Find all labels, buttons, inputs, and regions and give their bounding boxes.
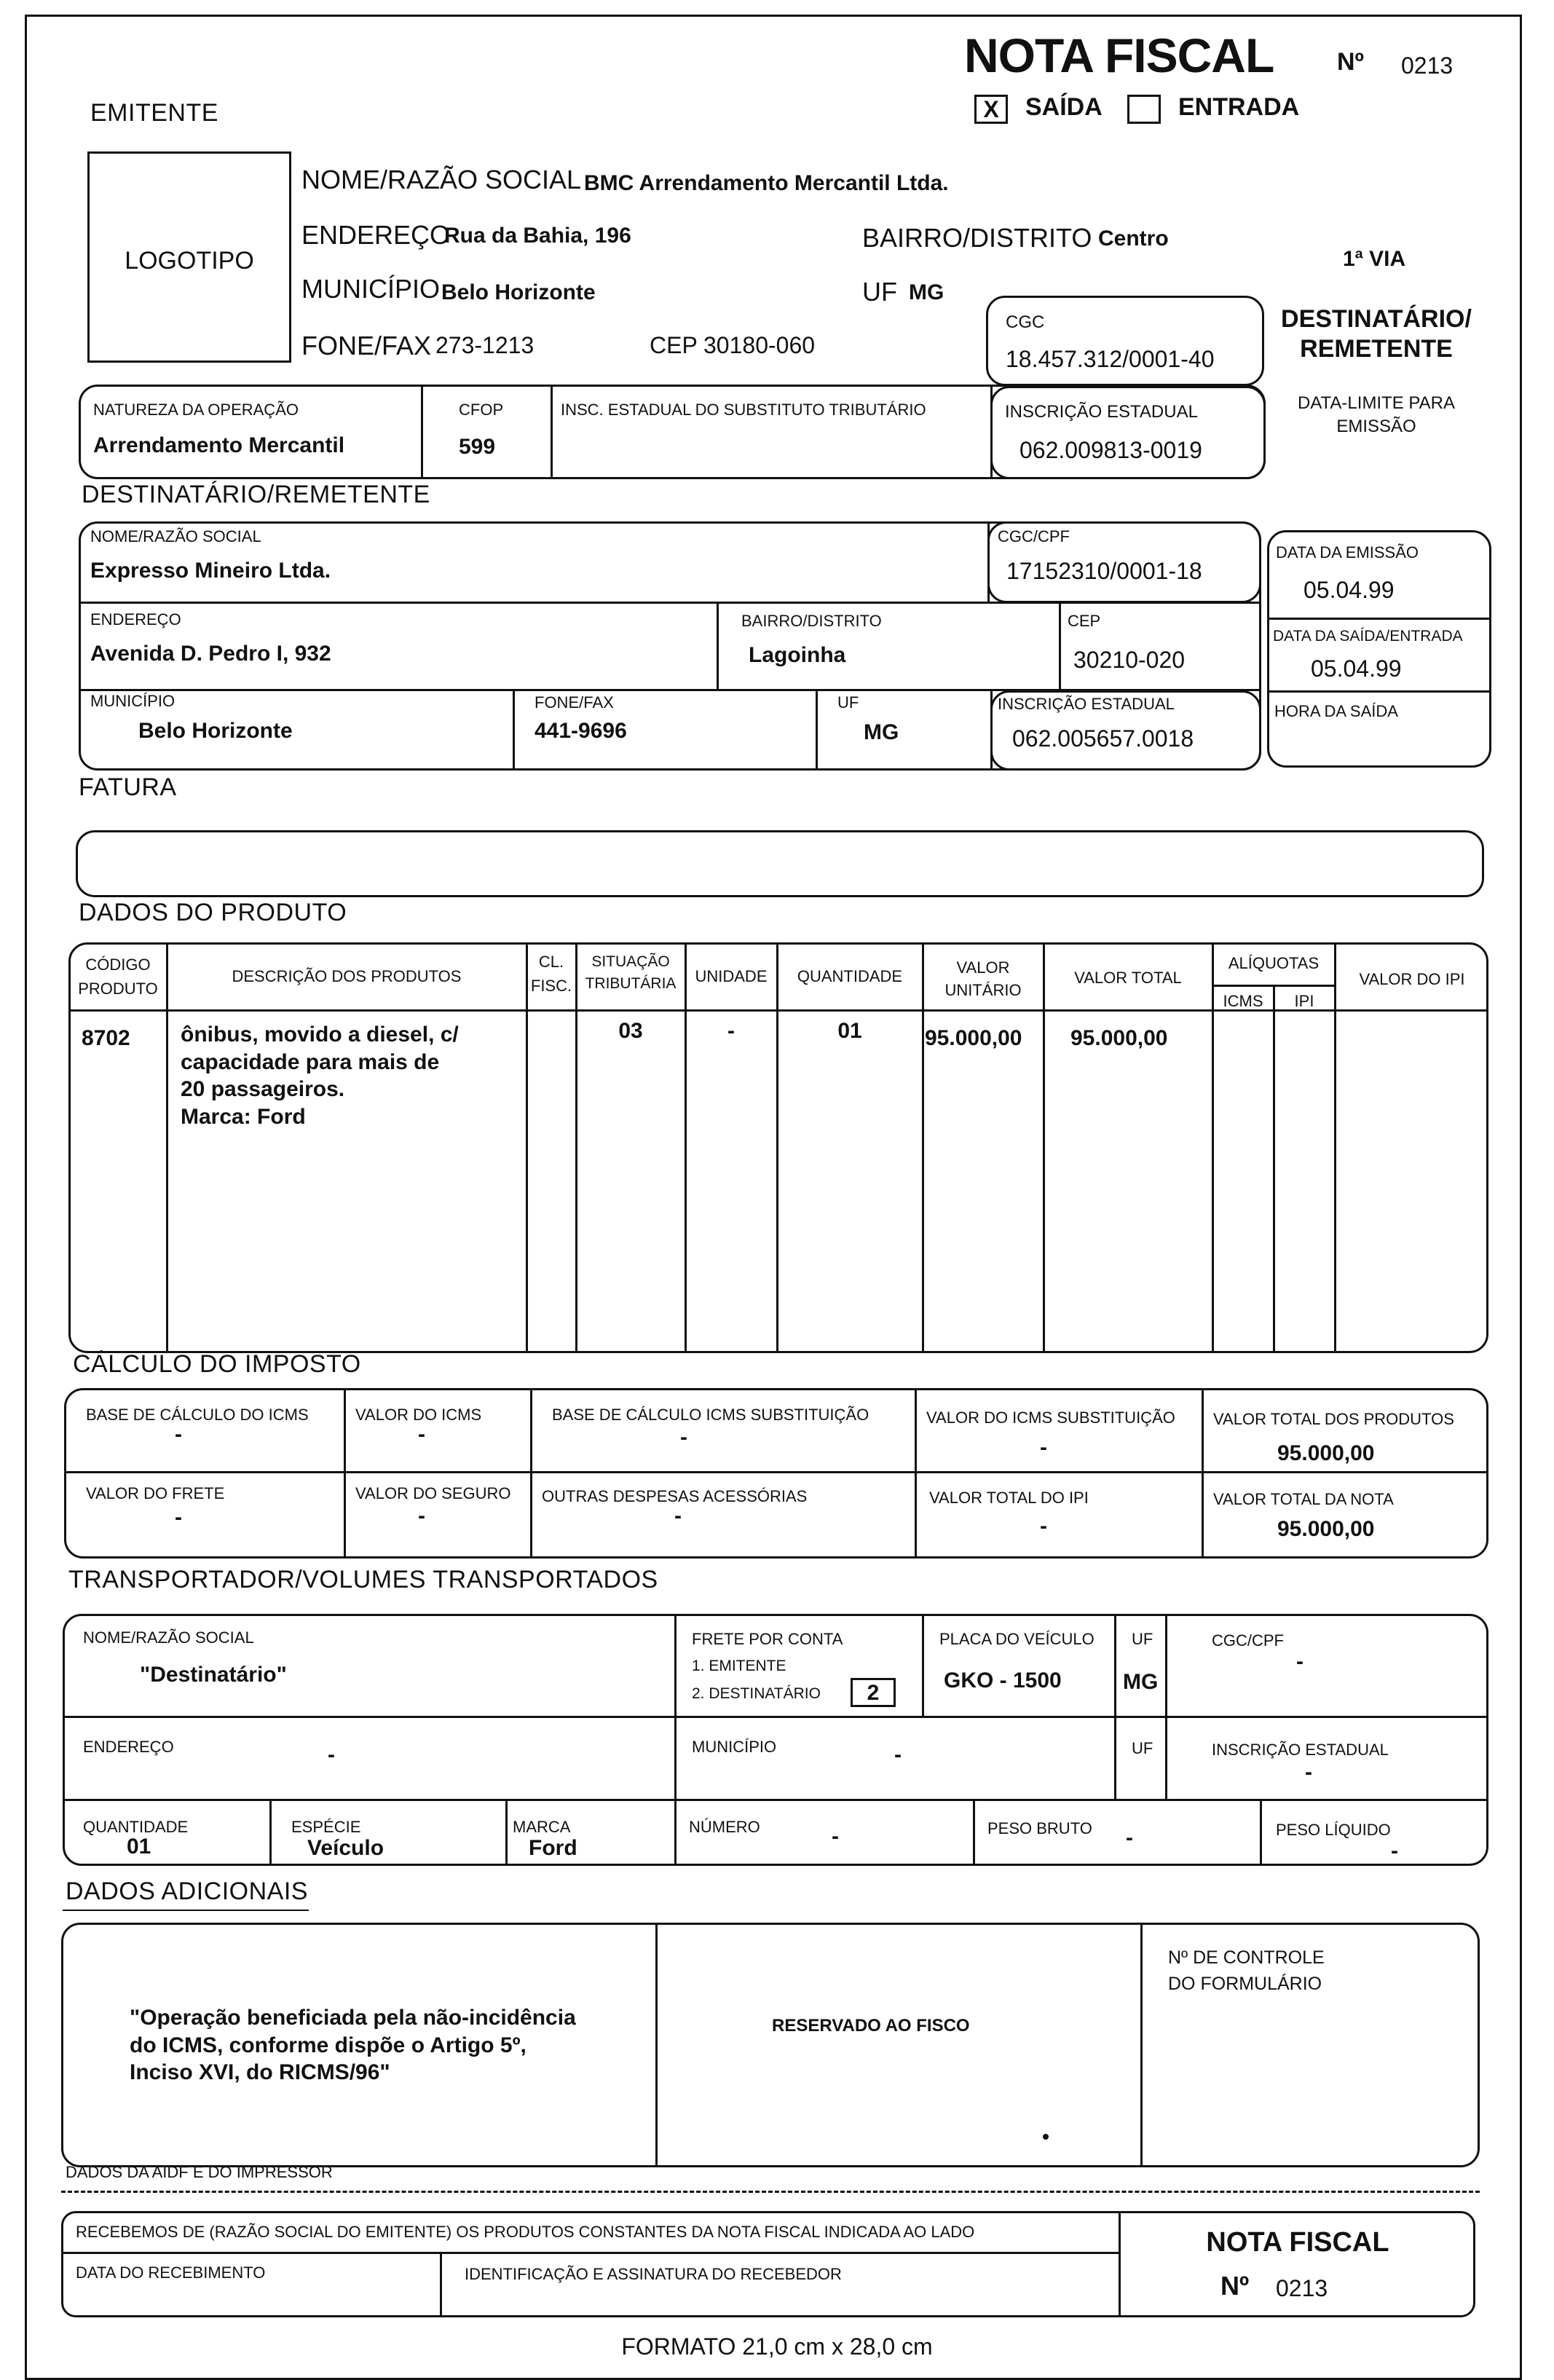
transp-cgc-label: CGC/CPF xyxy=(1212,1631,1284,1650)
produto-valor-total: 95.000,00 xyxy=(1070,1026,1168,1050)
transp-divider-peso-liquido xyxy=(1260,1799,1262,1866)
emitente-endereco: Rua da Bahia, 196 xyxy=(444,224,631,248)
col-divider-3 xyxy=(575,942,577,1353)
adicionais-section-title: DADOS ADICIONAIS xyxy=(66,1877,308,1905)
col-divider-6 xyxy=(922,942,924,1353)
transp-divider-frete xyxy=(922,1614,924,1716)
cut-line xyxy=(61,2191,1480,2193)
data-saida-label: DATA DA SAÍDA/ENTRADA xyxy=(1273,628,1463,645)
placa-value: GKO - 1500 xyxy=(944,1668,1062,1693)
dest-divider-uf xyxy=(816,689,818,771)
emitente-cep: 30180-060 xyxy=(703,332,816,358)
operacao-divider-1 xyxy=(421,385,423,479)
hora-saida-label: HORA DA SAÍDA xyxy=(1274,702,1398,720)
dest-endereco: Avenida D. Pedro I, 932 xyxy=(90,642,331,666)
emitente-cep-label: CEP xyxy=(650,332,698,358)
adicionais-underline xyxy=(63,1910,309,1911)
base-subst-label: BASE DE CÁLCULO ICMS SUBSTITUIÇÃO xyxy=(552,1406,869,1424)
imposto-section-title: CÁLCULO DO IMPOSTO xyxy=(73,1350,361,1378)
col-divider-9 xyxy=(1273,985,1275,1353)
col-quantidade: QUANTIDADE xyxy=(797,967,903,985)
logo-placeholder: LOGOTIPO xyxy=(125,247,254,275)
imposto-divider-2 xyxy=(530,1388,532,1559)
emitente-bairro-label: BAIRRO/DISTRITO xyxy=(862,223,1092,253)
col-cl-fisc: CL. FISC. xyxy=(530,953,572,995)
valor-subst-label: VALOR DO ICMS SUBSTITUIÇÃO xyxy=(926,1408,1175,1427)
total-ipi-label: VALOR TOTAL DO IPI xyxy=(929,1489,1089,1507)
transp-divider-marca xyxy=(505,1799,508,1866)
transp-divider-uf xyxy=(1165,1614,1167,1799)
dest-fone: 441-9696 xyxy=(535,719,627,743)
data-saida: 05.04.99 xyxy=(1311,655,1402,682)
imposto-divider-1 xyxy=(344,1388,346,1559)
total-nota: 95.000,00 xyxy=(1277,1517,1375,1541)
produto-descricao: ônibus, movido a diesel, c/ capacidade para mais de 20 passageiros. Marca: Ford xyxy=(181,1022,459,1129)
col-divider-10 xyxy=(1334,942,1336,1353)
insc-estadual-value: 062.009813-0019 xyxy=(1019,437,1202,463)
reservado-fisco-label: RESERVADO AO FISCO xyxy=(772,2016,970,2036)
total-produtos-label: VALOR TOTAL DOS PRODUTOS xyxy=(1213,1410,1454,1428)
valor-subst: - xyxy=(1040,1435,1047,1459)
datas-line-2 xyxy=(1267,690,1491,693)
dest-uf: MG xyxy=(864,720,899,744)
saida-label: SAÍDA xyxy=(1025,93,1103,121)
emitente-uf: MG xyxy=(909,280,944,304)
dest-uf-label: UF xyxy=(837,693,859,712)
emitente-section-title: EMITENTE xyxy=(90,99,218,127)
quantidade-label: QUANTIDADE xyxy=(83,1818,189,1836)
fisco-dot xyxy=(1043,2134,1049,2140)
operacao-divider-2 xyxy=(551,385,553,479)
peso-bruto-value: - xyxy=(1126,1826,1133,1850)
col-codigo: CÓDIGO PRODUTO xyxy=(78,955,158,998)
transp-ie-label: INSCRIÇÃO ESTADUAL xyxy=(1212,1741,1389,1759)
base-subst: - xyxy=(680,1425,687,1449)
dest-municipio: Belo Horizonte xyxy=(138,719,293,743)
emitente-nome-label: NOME/RAZÃO SOCIAL xyxy=(301,165,582,194)
outras-label: OUTRAS DESPESAS ACESSÓRIAS xyxy=(542,1487,808,1505)
transp-municipio-label: MUNICÍPIO xyxy=(692,1738,777,1756)
col-unidade: UNIDADE xyxy=(695,967,768,985)
dest-cgc: 17152310/0001-18 xyxy=(1006,558,1202,584)
total-produtos: 95.000,00 xyxy=(1277,1441,1375,1465)
imposto-row-line xyxy=(64,1471,1488,1473)
entrada-label: ENTRADA xyxy=(1178,93,1300,121)
total-nota-label: VALOR TOTAL DA NOTA xyxy=(1213,1490,1394,1508)
destinatario-section-title: DESTINATÁRIO/REMETENTE xyxy=(82,481,430,508)
col-divider-5 xyxy=(776,942,778,1353)
fatura-box xyxy=(76,830,1484,897)
transp-row-line-1 xyxy=(63,1716,1488,1718)
formato-label: FORMATO 21,0 cm x 28,0 cm xyxy=(621,2333,933,2360)
produto-valor-unit: 95.000,00 xyxy=(925,1026,1022,1050)
canhoto-row-line xyxy=(61,2252,1119,2254)
aidf-label: DADOS DA AIDF E DO IMPRESSOR xyxy=(66,2163,333,2181)
marca-label: MARCA xyxy=(513,1818,571,1836)
emitente-municipio: Belo Horizonte xyxy=(441,280,596,304)
dest-divider-fone xyxy=(513,689,515,771)
col-aliquotas: ALÍQUOTAS xyxy=(1228,954,1320,972)
dest-cep-label: CEP xyxy=(1068,612,1101,630)
natureza-label: NATUREZA DA OPERAÇÃO xyxy=(93,401,299,419)
canhoto-divider-data xyxy=(440,2252,442,2317)
assinatura-label: IDENTIFICAÇÃO E ASSINATURA DO RECEBEDOR xyxy=(465,2265,842,2283)
dest-fone-label: FONE/FAX xyxy=(535,693,614,712)
frete-opcao-1: 1. EMITENTE xyxy=(692,1658,786,1674)
saida-checkbox[interactable]: X xyxy=(974,95,1008,124)
frete-label: VALOR DO FRETE xyxy=(86,1484,225,1502)
canhoto-titulo: NOTA FISCAL xyxy=(1206,2227,1389,2258)
insc-estadual-label: INSCRIÇÃO ESTADUAL xyxy=(1005,402,1198,422)
aliquotas-split-line xyxy=(1212,985,1334,987)
transp-ie: - xyxy=(1305,1760,1312,1784)
transp-divider-main xyxy=(674,1614,677,1866)
valor-icms-label: VALOR DO ICMS xyxy=(355,1406,482,1424)
transp-nome: "Destinatário" xyxy=(140,1663,287,1687)
adicionais-divider-1 xyxy=(655,1923,658,2167)
dest-divider-bairro xyxy=(717,602,719,690)
col-divider-1 xyxy=(166,942,168,1353)
emitente-bairro: Centro xyxy=(1098,226,1169,251)
cgc-box xyxy=(986,296,1264,386)
transp-uf2-label: UF xyxy=(1132,1739,1153,1757)
data-limite-label: DATA-LIMITE PARA EMISSÃO xyxy=(1297,393,1456,437)
dest-cgc-label: CGC/CPF xyxy=(998,527,1070,545)
cgc-value: 18.457.312/0001-40 xyxy=(1006,346,1215,372)
cfop-value: 599 xyxy=(459,435,496,459)
recebemos-text: RECEBEMOS DE (RAZÃO SOCIAL DO EMITENTE) OS PRODUTOS CONSTANTES DA NOTA FISCAL INDICADA AO LADO xyxy=(76,2223,975,2241)
produto-codigo: 8702 xyxy=(82,1026,130,1050)
peso-bruto-label: PESO BRUTO xyxy=(987,1819,1092,1837)
col-descricao: DESCRIÇÃO DOS PRODUTOS xyxy=(232,967,462,985)
emitente-fone-label: FONE/FAX xyxy=(301,331,432,360)
transp-uf: MG xyxy=(1123,1670,1159,1694)
destinatario-via-label: DESTINATÁRIO/ REMETENTE xyxy=(1281,305,1472,363)
transp-uf-label: UF xyxy=(1132,1630,1153,1648)
dest-nome: Expresso Mineiro Ltda. xyxy=(90,559,331,583)
peso-liquido-value: - xyxy=(1391,1839,1398,1863)
dest-divider-cep xyxy=(1059,602,1061,690)
emitente-nome: BMC Arrendamento Mercantil Ltda. xyxy=(584,171,949,195)
imposto-divider-3 xyxy=(915,1388,917,1559)
dest-bairro-label: BAIRRO/DISTRITO xyxy=(741,612,882,630)
transp-endereco: - xyxy=(328,1743,335,1767)
col-divider-2 xyxy=(526,942,528,1353)
peso-liquido-label: PESO LÍQUIDO xyxy=(1276,1821,1391,1839)
emitente-endereco-label: ENDEREÇO xyxy=(301,220,451,250)
cfop-label: CFOP xyxy=(459,401,504,419)
dest-ie: 062.005657.0018 xyxy=(1012,725,1194,752)
base-icms: - xyxy=(175,1422,182,1446)
via-label: 1ª VIA xyxy=(1343,247,1406,271)
logo-box xyxy=(87,151,291,363)
produto-unidade: - xyxy=(727,1019,735,1043)
outras: - xyxy=(674,1504,682,1528)
col-valor-ipi: VALOR DO IPI xyxy=(1359,970,1465,988)
produto-quantidade: 01 xyxy=(837,1019,862,1043)
col-divider-7 xyxy=(1043,942,1045,1353)
transp-municipio: - xyxy=(894,1743,902,1767)
emitente-fone: 273-1213 xyxy=(435,332,535,358)
transp-nome-label: NOME/RAZÃO SOCIAL xyxy=(83,1628,254,1647)
valor-icms: - xyxy=(418,1422,425,1446)
marca-value: Ford xyxy=(529,1836,577,1860)
cgc-label: CGC xyxy=(1006,312,1045,332)
transp-divider-especie xyxy=(269,1799,272,1866)
entrada-checkbox[interactable] xyxy=(1127,95,1161,124)
adicionais-texto: "Operação beneficiada pela não-incidência do ICMS, conforme dispõe o Artigo 5º, Inciso XVI, do RICMS/96" xyxy=(130,2006,576,2084)
form-title: NOTA FISCAL xyxy=(964,28,1274,82)
dest-endereco-label: ENDEREÇO xyxy=(90,610,181,629)
datas-box xyxy=(1267,530,1491,768)
frete-conta-label: FRETE POR CONTA xyxy=(692,1630,843,1648)
total-ipi: - xyxy=(1040,1514,1047,1538)
quantidade-value: 01 xyxy=(127,1835,151,1859)
data-recebimento-label: DATA DO RECEBIMENTO xyxy=(76,2263,266,2282)
numero-vol-value: - xyxy=(832,1824,839,1848)
col-valor-unit: VALOR UNITÁRIO xyxy=(944,958,1022,999)
especie-label: ESPÉCIE xyxy=(291,1818,361,1836)
imposto-divider-4 xyxy=(1202,1388,1204,1559)
transp-divider-peso-bruto xyxy=(973,1799,975,1866)
dest-ie-label: INSCRIÇÃO ESTADUAL xyxy=(998,695,1175,713)
produto-situacao: 03 xyxy=(618,1019,643,1043)
placa-label: PLACA DO VEÍCULO xyxy=(939,1630,1094,1648)
frete: - xyxy=(175,1505,182,1529)
col-divider-4 xyxy=(685,942,687,1353)
datas-line-1 xyxy=(1267,618,1491,620)
col-icms: ICMS xyxy=(1223,992,1263,1010)
dest-cep: 30210-020 xyxy=(1073,647,1186,673)
canhoto-numero: 0213 xyxy=(1276,2275,1328,2301)
adicionais-divider-2 xyxy=(1140,1923,1143,2167)
transportador-section-title: TRANSPORTADOR/VOLUMES TRANSPORTADOS xyxy=(68,1566,658,1593)
natureza-value: Arrendamento Mercantil xyxy=(93,433,345,457)
transp-row-line-2 xyxy=(63,1799,1488,1801)
frete-opcao-2: 2. DESTINATÁRIO xyxy=(692,1685,821,1702)
canhoto-numero-label: Nº xyxy=(1220,2271,1250,2301)
insc-subst-label: INSC. ESTADUAL DO SUBSTITUTO TRIBUTÁRIO xyxy=(561,401,926,419)
seguro-label: VALOR DO SEGURO xyxy=(355,1484,511,1502)
col-ipi: IPI xyxy=(1294,992,1314,1010)
dest-nome-label: NOME/RAZÃO SOCIAL xyxy=(90,527,261,545)
data-emissao-label: DATA DA EMISSÃO xyxy=(1276,543,1419,561)
base-icms-label: BASE DE CÁLCULO DO ICMS xyxy=(86,1406,309,1424)
numero-vol-label: NÚMERO xyxy=(689,1818,760,1836)
transp-divider-placa xyxy=(1114,1614,1116,1799)
controle-formulario-label: Nº DE CONTROLE DO FORMULÁRIO xyxy=(1168,1947,1325,1995)
emitente-uf-label: UF xyxy=(862,277,897,307)
data-emissao: 05.04.99 xyxy=(1303,577,1395,603)
col-valor-total: VALOR TOTAL xyxy=(1074,969,1182,987)
produto-section-title: DADOS DO PRODUTO xyxy=(79,899,347,926)
emitente-municipio-label: MUNICÍPIO xyxy=(301,274,441,304)
dest-municipio-label: MUNICÍPIO xyxy=(90,692,175,710)
frete-conta-input[interactable]: 2 xyxy=(851,1678,896,1707)
especie-value: Veículo xyxy=(307,1836,384,1860)
dest-bairro: Lagoinha xyxy=(749,643,846,667)
seguro: - xyxy=(418,1504,425,1528)
insc-estadual-box xyxy=(990,386,1266,479)
numero-value: 0213 xyxy=(1401,52,1454,79)
col-situacao: SITUAÇÃO TRIBUTÁRIA xyxy=(585,953,677,993)
transp-cgc: - xyxy=(1296,1650,1303,1674)
numero-label: Nº xyxy=(1337,48,1364,76)
fatura-section-title: FATURA xyxy=(79,773,177,801)
transp-endereco-label: ENDEREÇO xyxy=(83,1738,174,1756)
